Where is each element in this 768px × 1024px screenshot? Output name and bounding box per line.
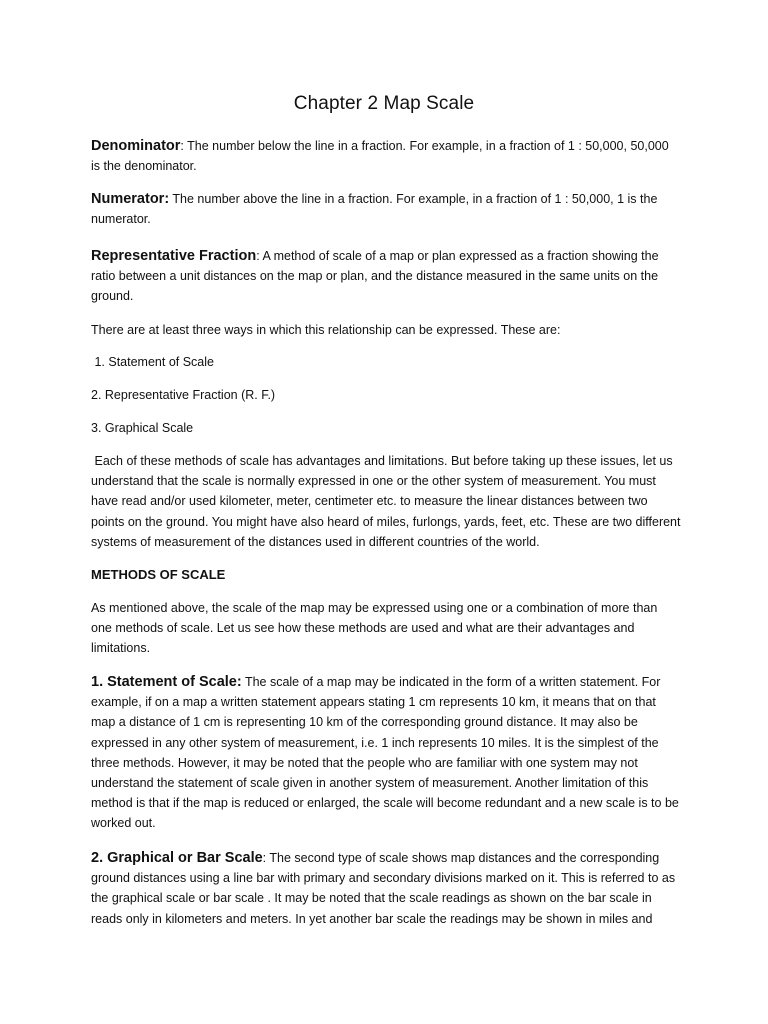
methods-overview-paragraph: Each of these methods of scale has advantages and limitations. But before taking up these issues, let us understand that the scale is normally expressed in one or the other system of measurement. You must have read and/or used kilometer, meter, centimeter etc. to measure the linear distances between two points on the ground. You might have also heard of miles, furlongs, yards, feet, etc. These are two different systems of measurement of the distances used in different countries of the world.: [91, 454, 684, 549]
list-item: 3. Graphical Scale: [91, 421, 194, 435]
definition-denominator: [91, 136, 681, 176]
method-text: : The second type of scale shows map distances and the corresponding ground distances using a line bar with primary and secondary divisions marked on it. This is referred to as the graphical scale or bar scale . It may be noted that the scale readings as shown on the bar scale in reads only in kilometers and meters. In yet another bar scale the readings may be shown in miles and: [91, 851, 676, 926]
definition-term: Numerator:: [91, 191, 170, 207]
page-title: Chapter 2 Map Scale: [293, 93, 475, 114]
definition-separator: :: [256, 249, 263, 263]
definition-term: Representative Fraction: [91, 248, 257, 264]
method-term: 2. Graphical or Bar Scale: [91, 850, 263, 866]
method-term: 1. Statement of Scale:: [91, 674, 242, 690]
method-graphical-scale: [91, 848, 681, 929]
intro-paragraph: There are at least three ways in which this relationship can be expressed. These are:: [91, 323, 561, 337]
list-item: 1. Statement of Scale: [91, 355, 214, 369]
definition-numerator: [91, 189, 681, 229]
section-intro-paragraph: As mentioned above, the scale of the map may be expressed using one or a combination of more than one methods of scale. Let us see how these methods are used and what are their advantages and limitations.: [91, 601, 658, 656]
method-text: The scale of a map may be indicated in the form of a written statement. For example, if on a map a written statement appears stating 1 cm represents 10 km, it means that on that map a distance of 1 cm is representing 10 km of the corresponding ground distance. It may also be expressed in any other system of measurement, i.e. 1 inch represents 10 miles. It is the simplest of the three methods. However, it may be noted that the people who are familiar with one system may not understand the statement of scale given in another system of measurement. Another limitation of this method is that if the map is reduced or enlarged, the scale will become redundant and a new scale is to be worked out.: [91, 675, 679, 831]
list-item: 2. Representative Fraction (R. F.): [91, 388, 276, 402]
method-statement-of-scale: [91, 672, 681, 834]
definition-text: A method of scale of a map or plan expressed as a fraction showing the ratio between a unit distances on the map or plan, and the distance measured in the same units on the ground.: [91, 249, 659, 304]
definition-text: The number above the line in a fraction. For example, in a fraction of 1 : 50,000, 1 is the numerator.: [91, 192, 658, 227]
definition-separator: :: [180, 139, 188, 153]
definition-term: Denominator: [91, 138, 181, 154]
section-heading: METHODS OF SCALE: [91, 567, 226, 582]
definition-representative-fraction: [91, 246, 681, 307]
definition-text: The number below the line in a fraction. For example, in a fraction of 1 : 50,000, 50,000 is the denominator.: [91, 139, 669, 174]
